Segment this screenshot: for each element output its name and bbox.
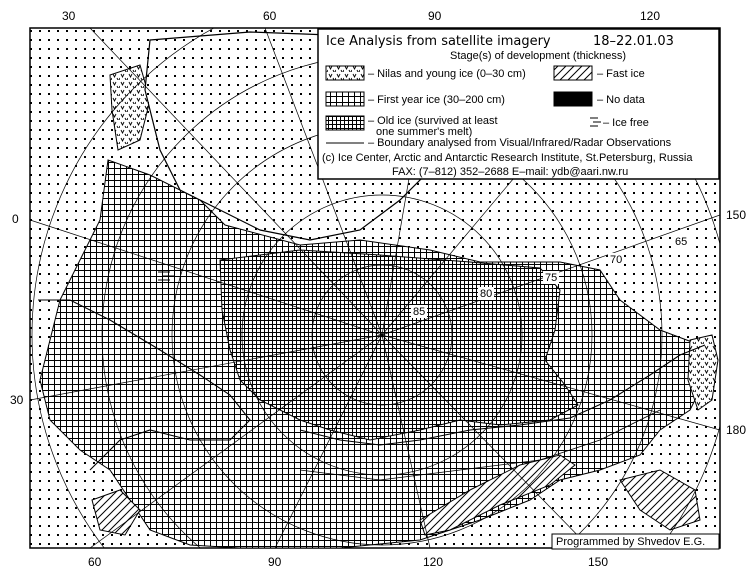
lon-label-top-120: 120 (640, 9, 661, 23)
latitude-label-65: 65 (675, 236, 688, 248)
lon-label-left-0: 0 (12, 212, 19, 226)
lon-label-top-60: 60 (263, 9, 277, 23)
latitude-label-75: 75 (545, 272, 558, 284)
latitude-label-80: 80 (480, 288, 493, 300)
legend-label-old-2: one summer's melt) (376, 126, 473, 138)
legend-heading: Stage(s) of development (thickness) (450, 50, 627, 62)
latitude-label-70: 70 (610, 254, 623, 266)
legend-swatch-first-year (326, 92, 364, 106)
legend-swatch-no-data (554, 92, 592, 106)
programmed-by: Programmed by Shvedov E.G. (556, 536, 706, 548)
legend-swatch-old (326, 116, 364, 130)
lon-label-bottom-60: 60 (88, 555, 102, 569)
legend-label-ice-free: – Ice free (603, 117, 649, 129)
lon-label-right-150: 150 (726, 208, 747, 222)
legend-swatch-nilas (326, 66, 364, 80)
lon-label-top-90: 90 (428, 9, 442, 23)
credit-line-1: (c) Ice Center, Arctic and Antarctic Research Institute, St.Petersburg, Russia (322, 152, 693, 164)
legend-label-boundary: – Boundary analysed from Visual/Infrared/Radar Observations (368, 137, 672, 149)
lon-label-right-180: 180 (726, 423, 747, 437)
legend-panel (318, 29, 719, 179)
legend-label-fast: – Fast ice (597, 68, 645, 80)
date-range: 18–22.01.03 (593, 34, 674, 49)
legend-label-nilas: – Nilas and young ice (0–30 cm) (368, 68, 526, 80)
legend-swatch-fast (554, 66, 592, 80)
legend-label-old-1: – Old ice (survived at least (368, 115, 498, 127)
lon-label-bottom-120: 120 (423, 555, 444, 569)
legend-label-no-data: – No data (597, 94, 645, 106)
lon-label-left-30: 30 (10, 393, 24, 407)
latitude-label-85: 85 (413, 306, 426, 318)
lon-label-bottom-150: 150 (588, 555, 609, 569)
map-title: Ice Analysis from satellite imagery (326, 34, 551, 49)
legend-label-first-year: – First year ice (30–200 cm) (368, 94, 505, 106)
programmed-by-panel (552, 534, 719, 549)
lon-label-bottom-90: 90 (268, 555, 282, 569)
credit-line-2: FAX: (7–812) 352–2688 E–mail: ydb@aari.nw.ru (392, 166, 629, 178)
lon-label-top-30: 30 (62, 9, 76, 23)
